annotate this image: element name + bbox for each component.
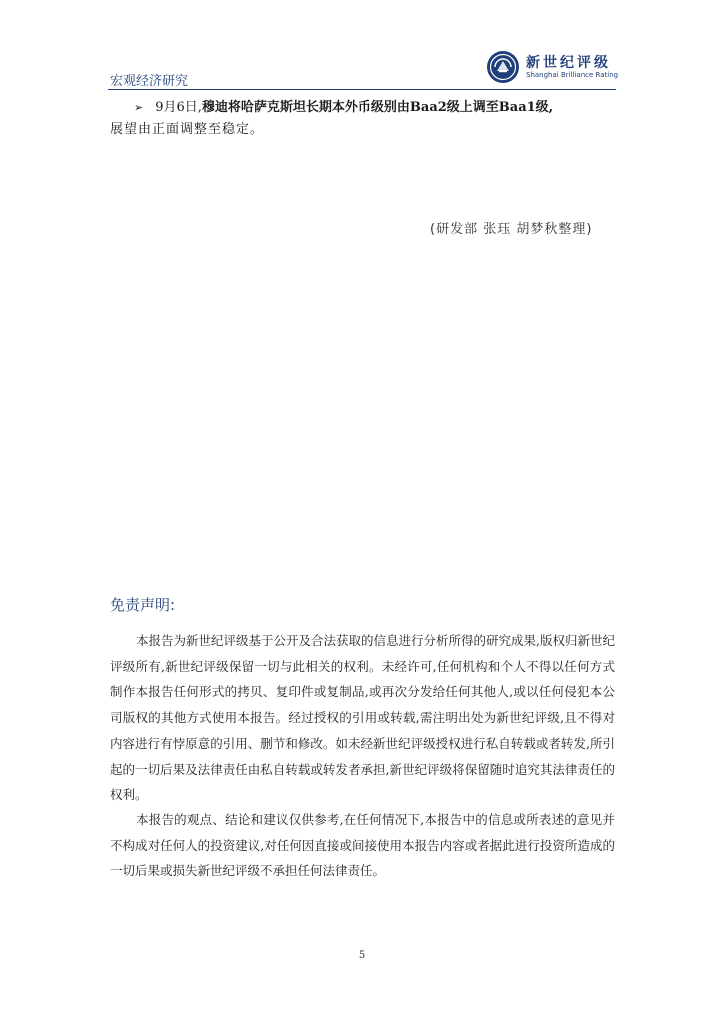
bullet-headline: 穆迪将哈萨克斯坦长期本外币级别由Baa2级上调至Baa1级,	[201, 100, 554, 115]
bullet-arrow-icon: ➢	[134, 101, 144, 114]
logo-chinese-name: 新世纪评级	[526, 55, 611, 71]
bullet-continuation: 展望由正面调整至稳定。	[110, 122, 265, 137]
author-signature: (研发部 张珏 胡梦秋整理)	[430, 222, 593, 237]
header-divider	[108, 89, 616, 90]
disclaimer-paragraph-1: 本报告为新世纪评级基于公开及合法获取的信息进行分析所得的研究成果,版权归新世纪评级所有,新世纪评级保留一切与此相关的权利。未经许可,任何机构和个人不得以任何方式制作本报告任何形式的拷贝、复印件或复制品,或再次分发给任何其他人,或以任何侵犯本公司版权的其他方式使用本报告。经过授权的引用或转载,需注明出处为新世纪评级,且不得对内容进行有悖原意的引用、删节和修改。如未经新世纪评级授权进行私自转载或者转发,所引起的一切后果及法律责任由私自转载或转发者承担,新世纪评级将保留随时追究其法律责任的权利。	[110, 633, 615, 803]
bullet-date: 9月6日,	[155, 100, 202, 115]
disclaimer-paragraph-2: 本报告的观点、结论和建议仅供参考,在任何情况下,本报告中的信息或所表述的意见并不构成对任何人的投资建议,对任何因直接或间接使用本报告内容或者据此进行投资所造成的一切后果或损失新世纪评级不承担任何法律责任。	[110, 812, 615, 879]
page-number: 5	[358, 950, 366, 961]
brand-logo	[486, 50, 619, 86]
logo-english-name: Shanghai Brilliance Rating	[526, 71, 619, 79]
brand-emblem-icon	[486, 50, 520, 84]
news-bullet	[134, 96, 553, 115]
disclaimer-heading: 免责声明:	[110, 596, 176, 614]
section-title: 宏观经济研究	[110, 74, 189, 89]
